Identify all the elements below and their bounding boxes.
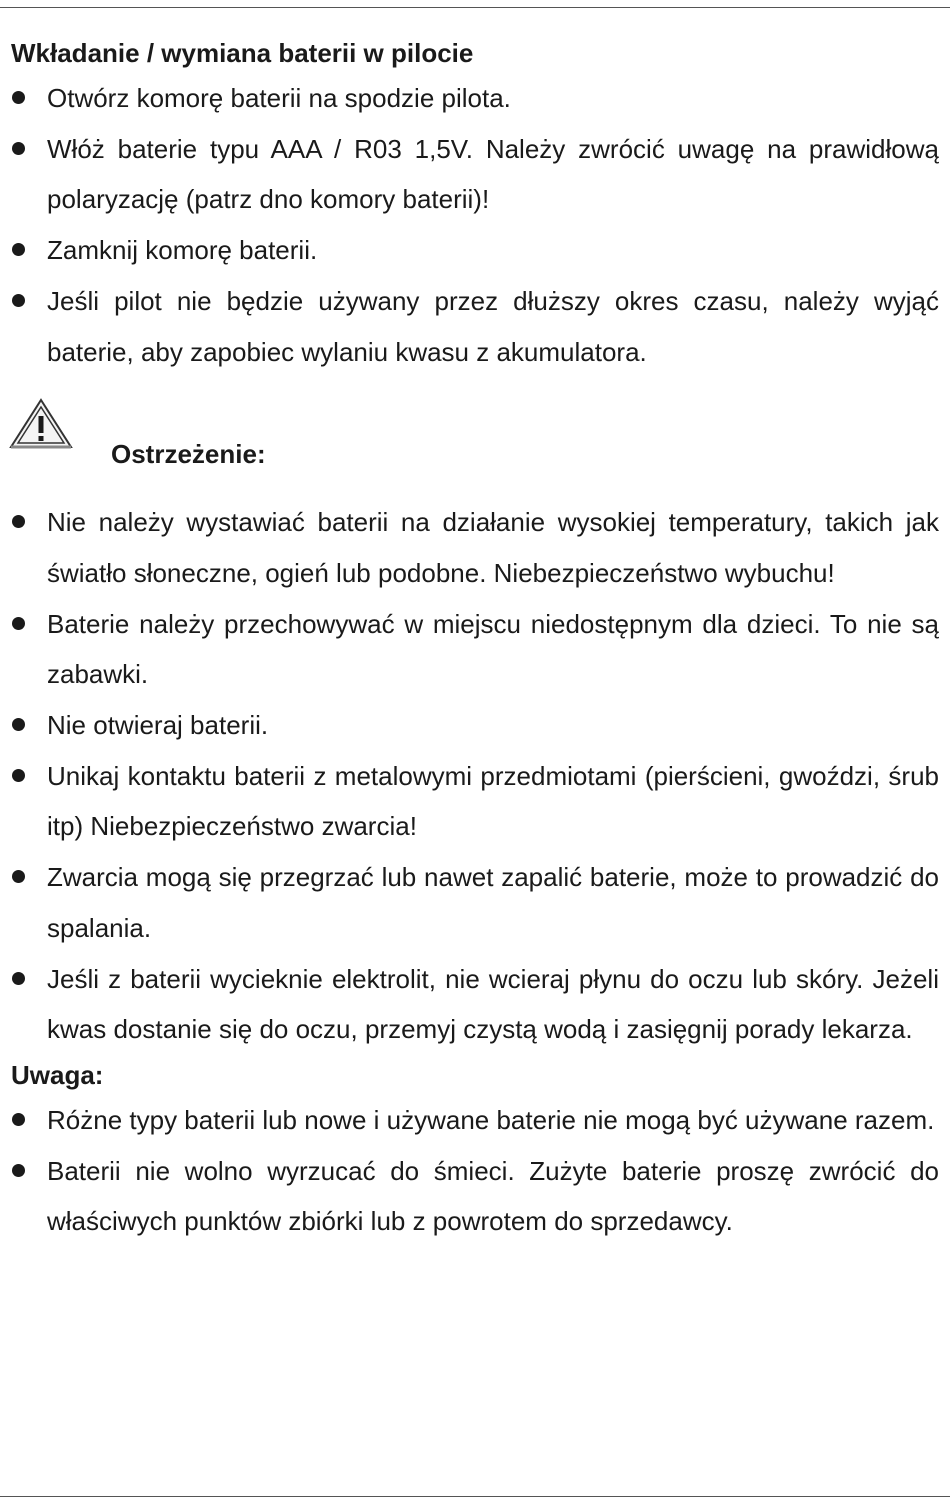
bullet-icon [12,718,25,731]
bullet-icon [12,870,25,883]
document-body [0,33,950,1247]
list-item: Zwarcia mogą się przegrzać lub nawet zapalić baterie, może to prowadzić do spalania. [0,852,950,953]
bottom-divider [0,1496,950,1497]
bullet-icon [12,1164,25,1177]
bullet-icon [12,972,25,985]
list-item: Jeśli z baterii wycieknie elektrolit, nie wcieraj płynu do oczu lub skóry. Jeżeli kwas dostanie się do oczu, przemyj czystą wodą i zasięgnij porady lekarza. [0,954,950,1055]
bullet-icon [12,243,25,256]
warning-list [0,497,950,1055]
top-divider [0,7,950,8]
list-item: Baterii nie wolno wyrzucać do śmieci. Zużyte baterie proszę zwrócić do właściwych punktów zbiórki lub z powrotem do sprzedawcy. [0,1146,950,1247]
note-list [0,1095,950,1247]
insert-steps-list [0,73,950,377]
warning-header [0,397,950,497]
list-item: Nie otwieraj baterii. [0,700,950,751]
list-item: Jeśli pilot nie będzie używany przez dłuższy okres czasu, należy wyjąć baterie, aby zapobiec wylaniu kwasu z akumulatora. [0,276,950,377]
warning-label: Ostrzeżenie: [111,439,266,470]
bullet-icon [12,91,25,104]
list-item: Różne typy baterii lub nowe i używane baterie nie mogą być używane razem. [0,1095,950,1146]
bullet-icon [12,294,25,307]
section-title: Wkładanie / wymiana baterii w pilocie [11,38,474,68]
bullet-icon [12,1113,25,1126]
note-label: Uwaga: [11,1059,104,1090]
warning-triangle-icon [8,397,74,451]
list-item: Otwórz komorę baterii na spodzie pilota. [0,73,950,124]
bullet-icon [12,769,25,782]
bullet-icon [12,142,25,155]
bullet-icon [12,617,25,630]
list-item: Unikaj kontaktu baterii z metalowymi przedmiotami (pierścieni, gwoździ, śrub itp) Niebezpieczeństwo zwarcia! [0,751,950,852]
list-item: Włóż baterie typu AAA / R03 1,5V. Należy zwrócić uwagę na prawidłową polaryzację (patrz dno komory baterii)! [0,124,950,225]
list-item: Baterie należy przechowywać w miejscu niedostępnym dla dzieci. To nie są zabawki. [0,599,950,700]
list-item: Zamknij komorę baterii. [0,225,950,276]
list-item: Nie należy wystawiać baterii na działanie wysokiej temperatury, takich jak światło słoneczne, ogień lub podobne. Niebezpieczeństwo wybuchu! [0,497,950,598]
bullet-icon [12,515,25,528]
